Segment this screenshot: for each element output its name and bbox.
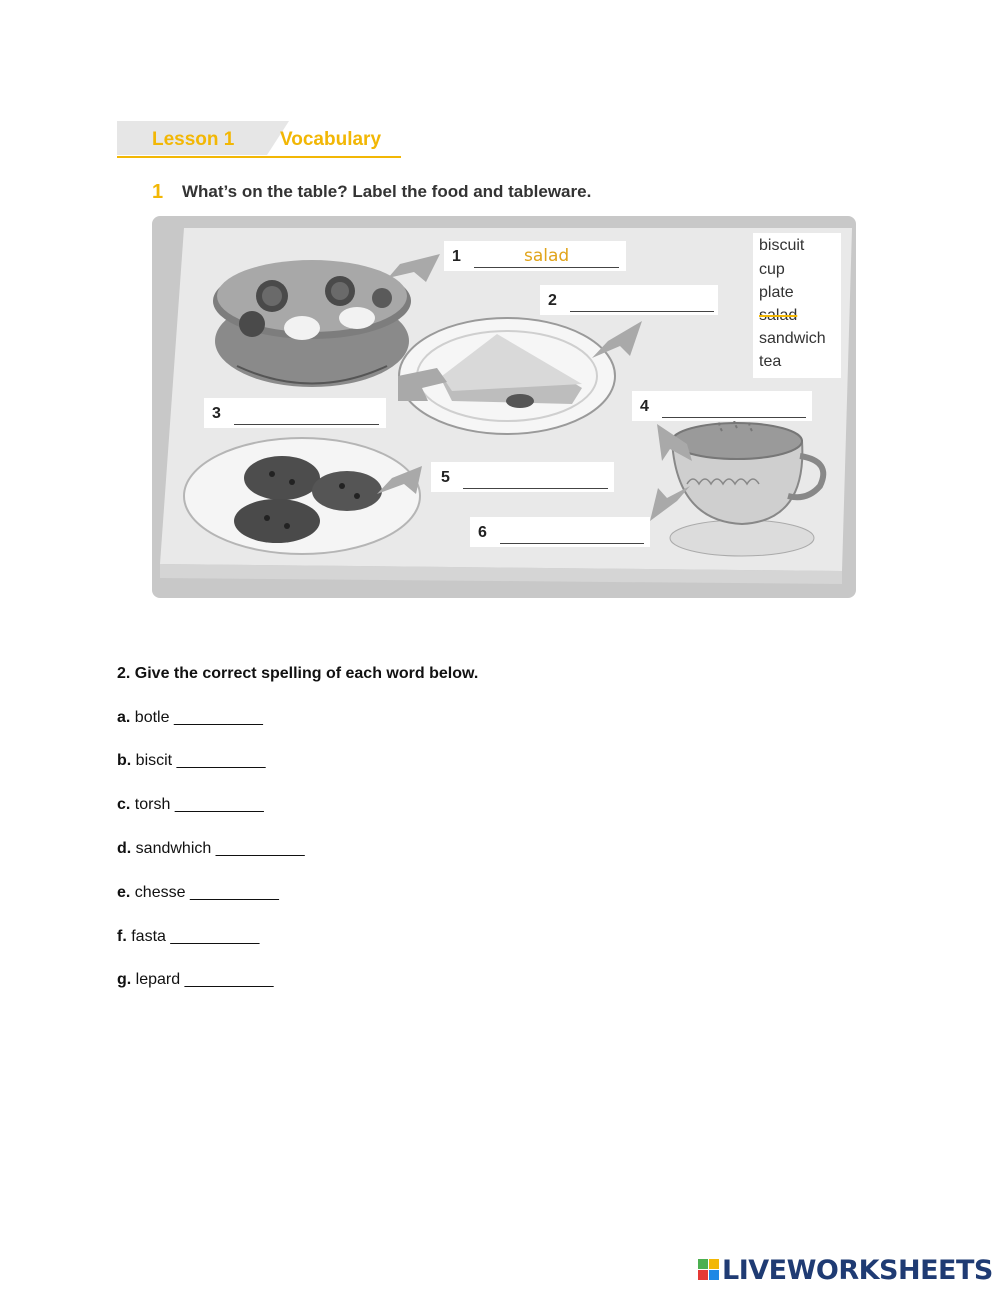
label-number: 6 [478, 524, 487, 541]
label-box-2 [540, 285, 718, 315]
spelling-item[interactable] [117, 884, 279, 902]
spelling-item[interactable] [117, 971, 274, 989]
word-bank [753, 233, 841, 378]
exercise1-instruction: What’s on the table? Label the food and tableware. [182, 182, 592, 201]
item-letter: a. [117, 709, 131, 726]
item-text: chesse __________ [134, 884, 279, 901]
exercise1-number: 1 [152, 181, 164, 203]
lesson-title: Vocabulary [280, 129, 382, 150]
biscuit-plate-image [184, 438, 420, 554]
label-number: 5 [441, 469, 450, 486]
word-bank-item: sandwich [759, 330, 826, 347]
label-box-3 [204, 398, 386, 428]
item-letter: d. [117, 840, 132, 857]
spelling-item[interactable] [117, 928, 259, 946]
item-letter: f. [117, 928, 127, 945]
item-letter: e. [117, 884, 131, 901]
spelling-item[interactable] [117, 840, 305, 858]
logo-icon [698, 1259, 720, 1281]
item-text: biscit __________ [135, 752, 266, 769]
logo-text: LIVEWORKSHEETS [722, 1255, 993, 1286]
item-text: lepard __________ [135, 971, 274, 988]
word-bank-item-used: salad [759, 307, 798, 324]
label-box-6 [470, 517, 650, 547]
label-number: 2 [548, 292, 557, 309]
word-bank-item: biscuit [759, 237, 805, 254]
spelling-item[interactable] [117, 796, 264, 814]
spelling-item[interactable] [117, 709, 263, 727]
word-bank-item: cup [759, 261, 785, 278]
exercise2-heading: 2. Give the correct spelling of each word below. [117, 665, 479, 682]
answer-field-1[interactable]: salad [524, 246, 570, 266]
spelling-item[interactable] [117, 752, 266, 770]
label-number: 4 [640, 398, 649, 415]
item-text: sandwhich __________ [135, 840, 305, 857]
item-text: fasta __________ [131, 928, 260, 945]
label-box-4 [632, 391, 812, 421]
label-number: 3 [212, 405, 221, 422]
label-number: 1 [452, 248, 461, 265]
word-bank-item: tea [759, 353, 782, 370]
item-text: torsh __________ [134, 796, 264, 813]
lesson-number: Lesson 1 [152, 129, 235, 150]
label-box-5 [431, 462, 614, 492]
item-letter: c. [117, 796, 131, 813]
item-text: botle __________ [134, 709, 263, 726]
item-letter: g. [117, 971, 132, 988]
word-bank-item: plate [759, 284, 794, 301]
label-box-1 [444, 241, 626, 271]
item-letter: b. [117, 752, 132, 769]
salad-bowl-image [213, 260, 411, 387]
